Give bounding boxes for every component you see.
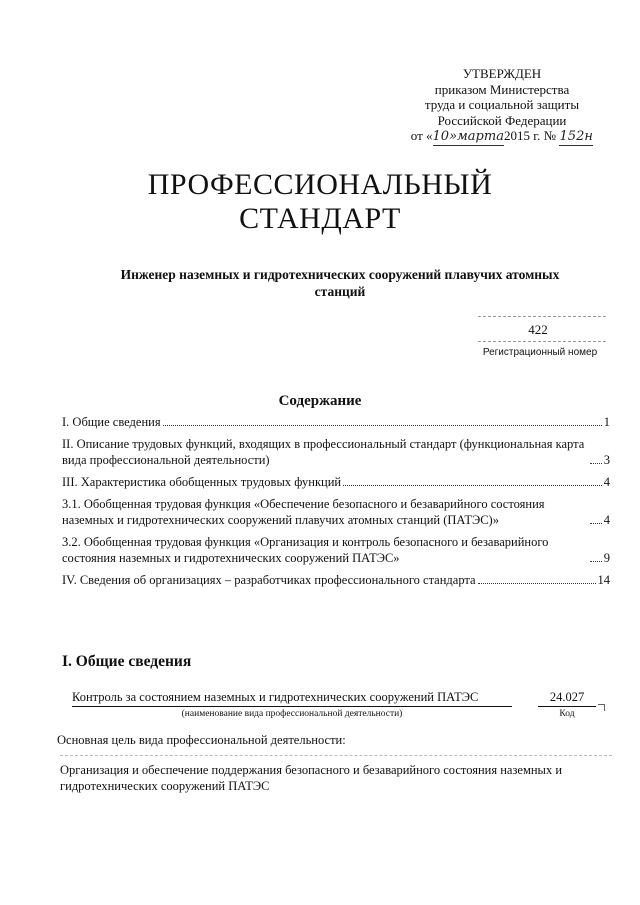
toc-leader (590, 561, 602, 562)
approval-title: УТВЕРЖДЕН (462, 66, 542, 81)
toc-leader (343, 485, 602, 486)
activity-name-field: Контроль за состоянием наземных и гидротехнических сооружений ПАТЭС (72, 690, 512, 707)
registration-label: Регистрационный номер (482, 347, 598, 358)
handwritten-order-number: 152н (559, 129, 593, 144)
approval-date-line (392, 128, 612, 146)
date-prefix: от « (410, 128, 433, 143)
goal-label: Основная цель вида профессиональной деятельности: (57, 733, 346, 747)
toc-entry-text: II. Описание трудовых функций, входящих в профессиональный стандарт (функциональная карта вида профессиональной деятельности) (62, 437, 585, 467)
toc-entry[interactable] (62, 414, 610, 430)
activity-name-caption: (наименование вида профессиональной деятельности) (181, 709, 403, 719)
goal-text: Организация и обеспечение поддержания безопасного и безаварийного состояния наземных и гидротехнических сооружений ПАТЭС (60, 755, 612, 794)
toc-entry-page: 4 (603, 513, 610, 527)
table-of-contents (62, 414, 610, 594)
toc-heading: Содержание (278, 393, 362, 409)
section-heading: I. Общие сведения (62, 653, 192, 670)
toc-entry[interactable] (62, 436, 610, 468)
toc-entry-page: 9 (603, 551, 610, 565)
toc-entry-page: 4 (603, 475, 610, 489)
toc-entry-text: III. Характеристика обобщенных трудовых функций (62, 475, 342, 489)
handwritten-date-day: 10»марта (432, 129, 504, 144)
toc-leader (478, 583, 596, 584)
title-line-1: ПРОФЕССИОНАЛЬНЫЙ (147, 168, 493, 201)
activity-code-field: 24.027 (538, 690, 596, 707)
toc-entry[interactable] (62, 496, 610, 528)
subtitle-line-1: Инженер наземных и гидротехнических сооружений плавучих атомных (120, 267, 560, 282)
toc-entry-page: 1 (603, 415, 610, 429)
toc-entry[interactable] (62, 534, 610, 566)
toc-entry-page: 3 (603, 453, 610, 467)
document-title (0, 168, 640, 236)
date-year: 2015 г. № (503, 128, 556, 143)
subtitle-line-2: станций (314, 284, 366, 299)
approval-line: приказом Министерства (434, 81, 570, 97)
toc-entry[interactable] (62, 474, 610, 490)
toc-leader (163, 425, 602, 426)
activity-code-caption: Код (559, 709, 575, 719)
toc-entry-text: 3.1. Обобщенная трудовая функция «Обеспечение безопасного и безаварийного состояния наземных и гидротехнических сооружений плавучих атомных станций (ПАТЭС)» (62, 497, 545, 527)
field-corner-mark (598, 704, 605, 711)
approval-line: Российской Федерации (437, 112, 567, 128)
document-subtitle (70, 266, 610, 300)
title-line-2: СТАНДАРТ (239, 202, 401, 235)
toc-entry-text: 3.2. Обобщенная трудовая функция «Организация и контроль безопасного и безаварийного состояния наземных и гидротехнических сооружений ПАТЭС» (62, 535, 549, 565)
approval-block (392, 66, 612, 146)
toc-leader (590, 463, 602, 464)
approval-line: труда и социальной защиты (424, 97, 580, 112)
toc-entry[interactable] (62, 572, 610, 588)
registration-number: 422 (528, 322, 548, 337)
toc-entry-text: I. Общие сведения (62, 415, 161, 429)
toc-leader (590, 523, 602, 524)
toc-entry-page: 14 (597, 573, 610, 587)
toc-entry-text: IV. Сведения об организациях – разработчиках профессионального стандарта (62, 573, 476, 587)
